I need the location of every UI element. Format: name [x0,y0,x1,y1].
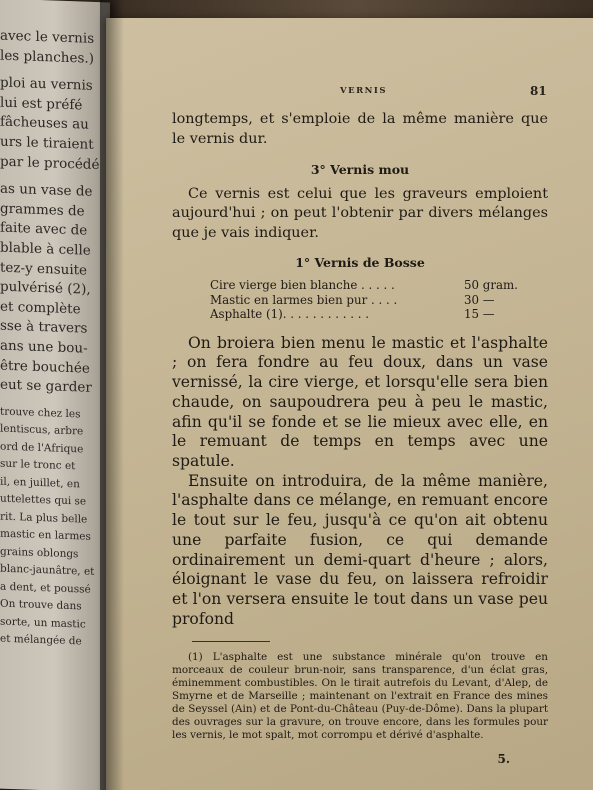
left-page-line: urs le tiraient [0,133,94,153]
left-page-line: lui est préfé [0,94,83,114]
recipe-amount: 15 — [464,307,495,322]
left-page-line: mastic en larmes [0,527,91,543]
running-head [106,86,546,102]
left-page-line: les planches.) [0,47,94,67]
recipe-row [210,278,532,293]
left-page-line: ploi au vernis [0,74,93,95]
left-page-line: il, en juillet, en [0,475,80,491]
left-page-line: trouve chez les [0,405,81,421]
signature-mark: 5. [497,751,510,766]
left-page-line: as un vase de [0,180,93,200]
recipe-ingredient: Mastic en larmes bien pur . . . . [210,292,398,307]
paragraph-1: On broiera bien menu le mastic et l'asphalte ; on fera fondre au feu doux, dans un vase vernissé, la cire vierge, et lorsqu'elle sera bien chaude, on saupoudrera peu à peu le mastic, afin qu'il se fonde et se lie mieux avec elle, en le remuant de temps en temps avec une spatule. [172,333,548,470]
recipe-amount: 30 — [464,292,495,307]
footnote: (1) L'asphalte est une substance minérale qu'on trouve en morceaux de couleur brun-noir, sans transparence, d'un éclat gras, éminemment combustibles. On le tirait autrefois du Levant, d'Alep, de Smyrne et de Marseille ; maintenant on l'extrait en France des mines de Seyssel (Ain) et de Pont-du-Château (Puy-de-Dôme). Dans la plupart des ouvrages sur la gravure, on trouve encore, dans les formules pour les vernis, le mot spalt, mot corrompu et dérivé d'asphalte. [172,651,548,741]
paragraph-2: Ensuite on introduira, de la même manière, l'asphalte dans ce mélange, en remuant encore le tout sur le feu, jusqu'à ce qu'on ait obtenu une parfaite fusion, ce qui demande ordinairement un demi-quart d'heure ; alors, éloignant le vase du feu, on laissera refroidir et l'on versera ensuite le tout dans un vase peu profond [172,471,548,628]
left-page-line: être bouchée [0,357,90,377]
page-number: 81 [530,84,547,98]
section-text: Ce vernis est celui que les graveurs emploient aujourd'hui ; on peut l'obtenir par divers mélanges que je vais indiquer. [172,185,548,242]
left-page-line: blanc-jaunâtre, et [0,562,95,579]
left-page [0,0,110,790]
recipe-list [210,278,532,322]
left-page-line: lentiscus, arbre [0,422,84,438]
left-page-line: a dent, et poussé [0,580,91,596]
left-page-line: eut se garder [0,376,92,396]
left-page-line: par le procédé [0,153,100,173]
left-page-line: ord de l'Afrique [0,440,84,456]
left-page-line: sur le tronc et [0,457,76,473]
recipe-ingredient: Cire vierge bien blanche . . . . . [210,277,395,292]
gutter-shadow [100,0,124,790]
recipe-amount: 50 gram. [464,277,518,292]
recipe-ingredient: Asphalte (1). . . . . . . . . . . . [210,307,369,322]
left-page-line: On trouve dans [0,597,82,613]
recipe-heading: 1° Vernis de Bosse [295,254,425,270]
left-page-line: ans une bou- [0,337,88,357]
left-page-line: et complète [0,298,81,318]
left-page-line: grammes de [0,200,85,220]
left-page-line: sse à travers [0,317,88,337]
recipe-row [210,307,532,322]
left-page-line: faite avec de [0,219,88,239]
section-heading: 3° Vernis mou [310,161,410,177]
page-content [172,110,548,766]
left-page-text [0,27,110,653]
left-page-line: avec le vernis [0,27,95,47]
left-page-line: tez-y ensuite [0,259,88,279]
left-page-line: grains oblongs [0,545,79,561]
recipe-row [210,293,532,308]
running-head-title: VERNIS [340,86,388,96]
left-page-line: et mélangée de [0,632,82,648]
left-page-line: pulvérisé (2), [0,278,91,298]
opening-text: longtemps, et s'emploie de la même manière que le vernis dur. [172,111,548,147]
left-page-line: sorte, un mastic [0,615,86,631]
left-page-line: rit. La plus belle [0,510,88,526]
left-page-line: blable à celle [0,239,91,259]
left-page-line: uttelettes qui se [0,492,87,508]
left-page-line: fâcheuses au [0,113,89,134]
